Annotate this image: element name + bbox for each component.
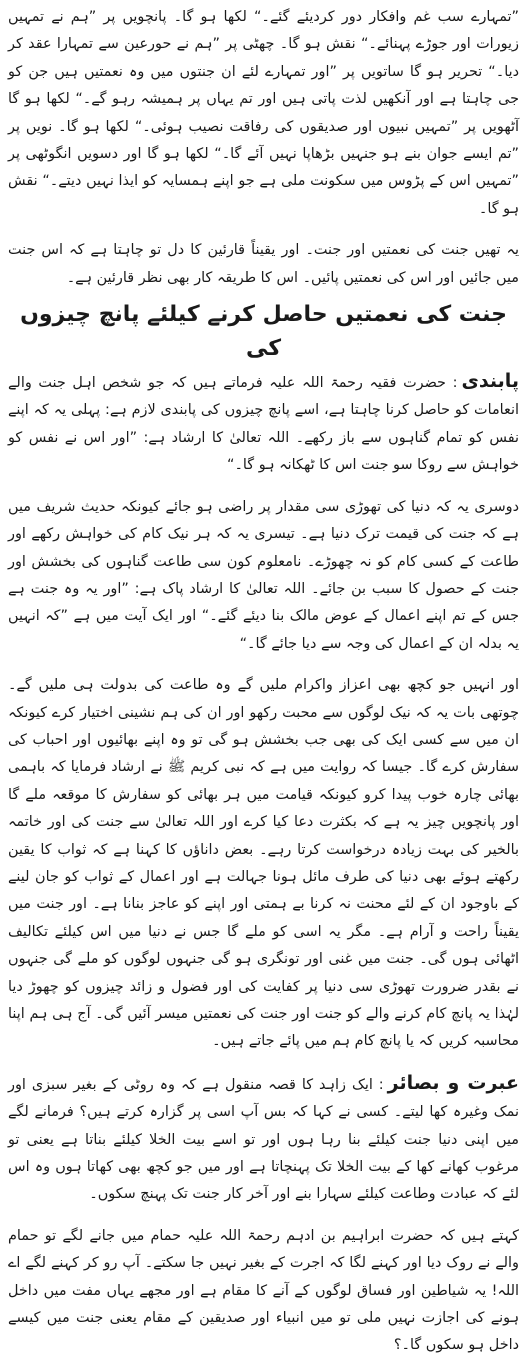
section-heading-continuation: پابندی <box>461 370 519 393</box>
paragraph-five-things-text: : حضرت فقیہ رحمۃ اللہ علیہ فرماتے ہیں کہ جو شخص اہل جنت والے انعامات کو حاصل کرنا چاہتا ہے، اسے پانچ چیزوں کی پابندی لازم ہے: پہلی یہ کہ اپنے نفس کو تمام گناہوں سے باز رکھے۔ اللہ تعالیٰ کا ارشاد ہے: ”اور اس نے نفس کو خواہش سے روکا سو جنت اس کا ٹھکانہ ہو گا۔“ <box>8 375 519 474</box>
paragraph-second-third: دوسری یہ کہ دنیا کی تھوڑی سی مقدار پر راضی ہو جائے کیونکہ حدیث شریف میں ہے کہ جنت کی قیمت ترک دنیا ہے۔ تیسری یہ کہ ہر نیک کام کی خواہش رکھے اور طاعت کے کسی کام کو نہ چھوڑے۔ نامعلوم کون سی طاعت گناہوں کی بخشش اور جنت کے حصول کا سبب بن جائے۔ اللہ تعالیٰ کا ارشاد پاک ہے: ”اور یہ وہ جنت ہے جس کے تم اپنے اعمال کے عوض مالک بنا دیئے گئے۔“ اور ایک آیت میں ہے ”کہ انہیں یہ بدلہ ان کے اعمال کی وجہ سے دیا جائے گا۔“ <box>8 498 519 652</box>
section-heading: جنت کی نعمتیں حاصل کرنے کیلئے پانچ چیزوں کی <box>20 302 507 362</box>
paragraph-ibrat <box>8 1070 519 1209</box>
ibrat-heading: عبرت و بصائر <box>387 1071 519 1094</box>
paragraph-ring-inscriptions: ”تمہارے سب غم وافکار دور کردیئے گئے۔“ لکھا ہو گا۔ پانچویں پر ”ہم نے تمہیں زیورات اور جوڑے پہنائے۔“ نقش ہو گا۔ چھٹی پر ”ہم نے حورعین سے تمہارا عقد کر دیا۔“ تحریر ہو گا ساتویں پر ”اور تمہارے لئے ان جنتوں میں وہ نعمتیں ہیں جن کو جی چاہتا ہے اور آنکھیں لذت پاتی ہیں اور تم یہاں پر ہمیشہ رہو گے۔“ لکھا ہو گا آٹھویں پر ”تمہیں نبیوں اور صدیقوں کی رفاقت نصیب ہوئی۔“ لکھا ہو گا۔ نویں پر ”تم ایسے جوان بنے ہو جنہیں بڑھاپا نہیں آئے گا۔“ لکھا ہو گا اور دسویں انگوٹھی پر ”تمہیں اس کے پڑوس میں سکونت ملی ہے جو اپنے ہمسایہ کو ایذا نہیں دیتے۔“ نقش ہو گا۔ <box>8 9 519 217</box>
paragraph-five-things <box>8 368 519 480</box>
paragraph-jannat-intro: یہ تھیں جنت کی نعمتیں اور جنت۔ اور یقیناً قارئین کا دل تو چاہتا ہے کہ اس جنت میں جائیں اور اس کی نعمتیں پائیں۔ اس کا طریقہ کار بھی نظر قارئین ہے۔ <box>8 242 519 286</box>
paragraph-ibrahim-adham: کہتے ہیں کہ حضرت ابراہیم بن ادہم رحمۃ اللہ علیہ حمام میں جانے لگے تو حمام والے نے روک دیا اور کہنے لگا کہ اجرت کے بغیر نہیں جا سکتے۔ آپ رو کر کہنے لگے اے اللہ! یہ شیاطین اور فساق لوگوں کے آنے کا مقام ہے اور مجھے یہاں مفت میں داخل ہونے کی اجازت نہیں ملی تو میں انبیاء اور صدیقین کے مقام یعنی جنت میں کیسے داخل ہو سکوں گا۔؟ <box>8 1227 519 1354</box>
paragraph-ibrat-text: : ایک زاہد کا قصہ منقول ہے کہ وہ روٹی کے بغیر سبزی اور نمک وغیرہ کھا لیتے۔ کسی نے کہا کہ بس آپ اسی پر گزارہ کرتے ہیں؟ فرمانے لگے میں اپنی دنیا جنت کیلئے بنا رہا ہوں اور تو اسے بیت الخلا کیلئے بناتا ہے یعنی تو مرغوب کھانے کھا کے بیت الخلا تک پہنچاتا ہے اور میں جو کچھ بھی کھاتا ہوں وہ اس لئے کہ عبادت وطاعت کیلئے سہارا بنے اور آخر کار جنت تک پہنچ سکوں۔ <box>8 1076 519 1203</box>
paragraph-fourth-fifth: اور انہیں جو کچھ بھی اعزاز واکرام ملیں گے وہ طاعت کی بدولت ہی ملیں گے۔ چوتھی بات یہ کہ نیک لوگوں سے محبت رکھو اور ان کی ہم نشینی اختیار کرے کیونکہ ان میں سے کسی ایک کی بھی جب بخشش ہو گی تو وہ اپنے بھائیوں اور احباب کی سفارش کرے گا۔ جیسا کہ روایت میں ہے کہ نبی کریم ﷺ نے ارشاد فرمایا کہ باہمی بھائی چارہ خوب پیدا کرو کیونکہ قیامت میں ہر بھائی کو سفارش کا موقعہ ملے گا اور پانچویں چیز یہ ہے کہ بکثرت دعا کیا کرے اور اللہ تعالیٰ سے جنت کی اور خاتمہ بالخیر کی بہت زیادہ درخواست کرتا رہے۔ بعض داناؤں کا کہنا ہے کہ ثواب کا یقین رکھتے ہوئے بھی دنیا کی طرف مائل ہونا جہالت ہے اور اعمال کے ثواب کو جان لینے کے باوجود ان کے لئے محنت نہ کرنا بے ہمتی اور اپنے کو عاجز بنانا ہے۔ اور جنت میں یقیناً راحت و آرام ہے۔ مگر یہ اسی کو ملے گا جس نے دنیا میں اس کیلئے تکالیف اٹھائی ہوں گی۔ جنت میں غنی اور تونگری ہو گی جنہوں لوگوں کو ملے گی جنہوں نے بقدر ضرورت تھوڑی سی دنیا پر کفایت کی اور فضول و زائد چیزوں کو چھوڑ دیا لہٰذا یہ پانچ کام کرنے والے کو جنت اور جنت کی نعمتیں میسر آئیں گی۔ آج ہی ہم اپنا محاسبہ کریں کہ یا پانچ کام ہم میں پائے جاتے ہیں۔ <box>8 677 519 1050</box>
